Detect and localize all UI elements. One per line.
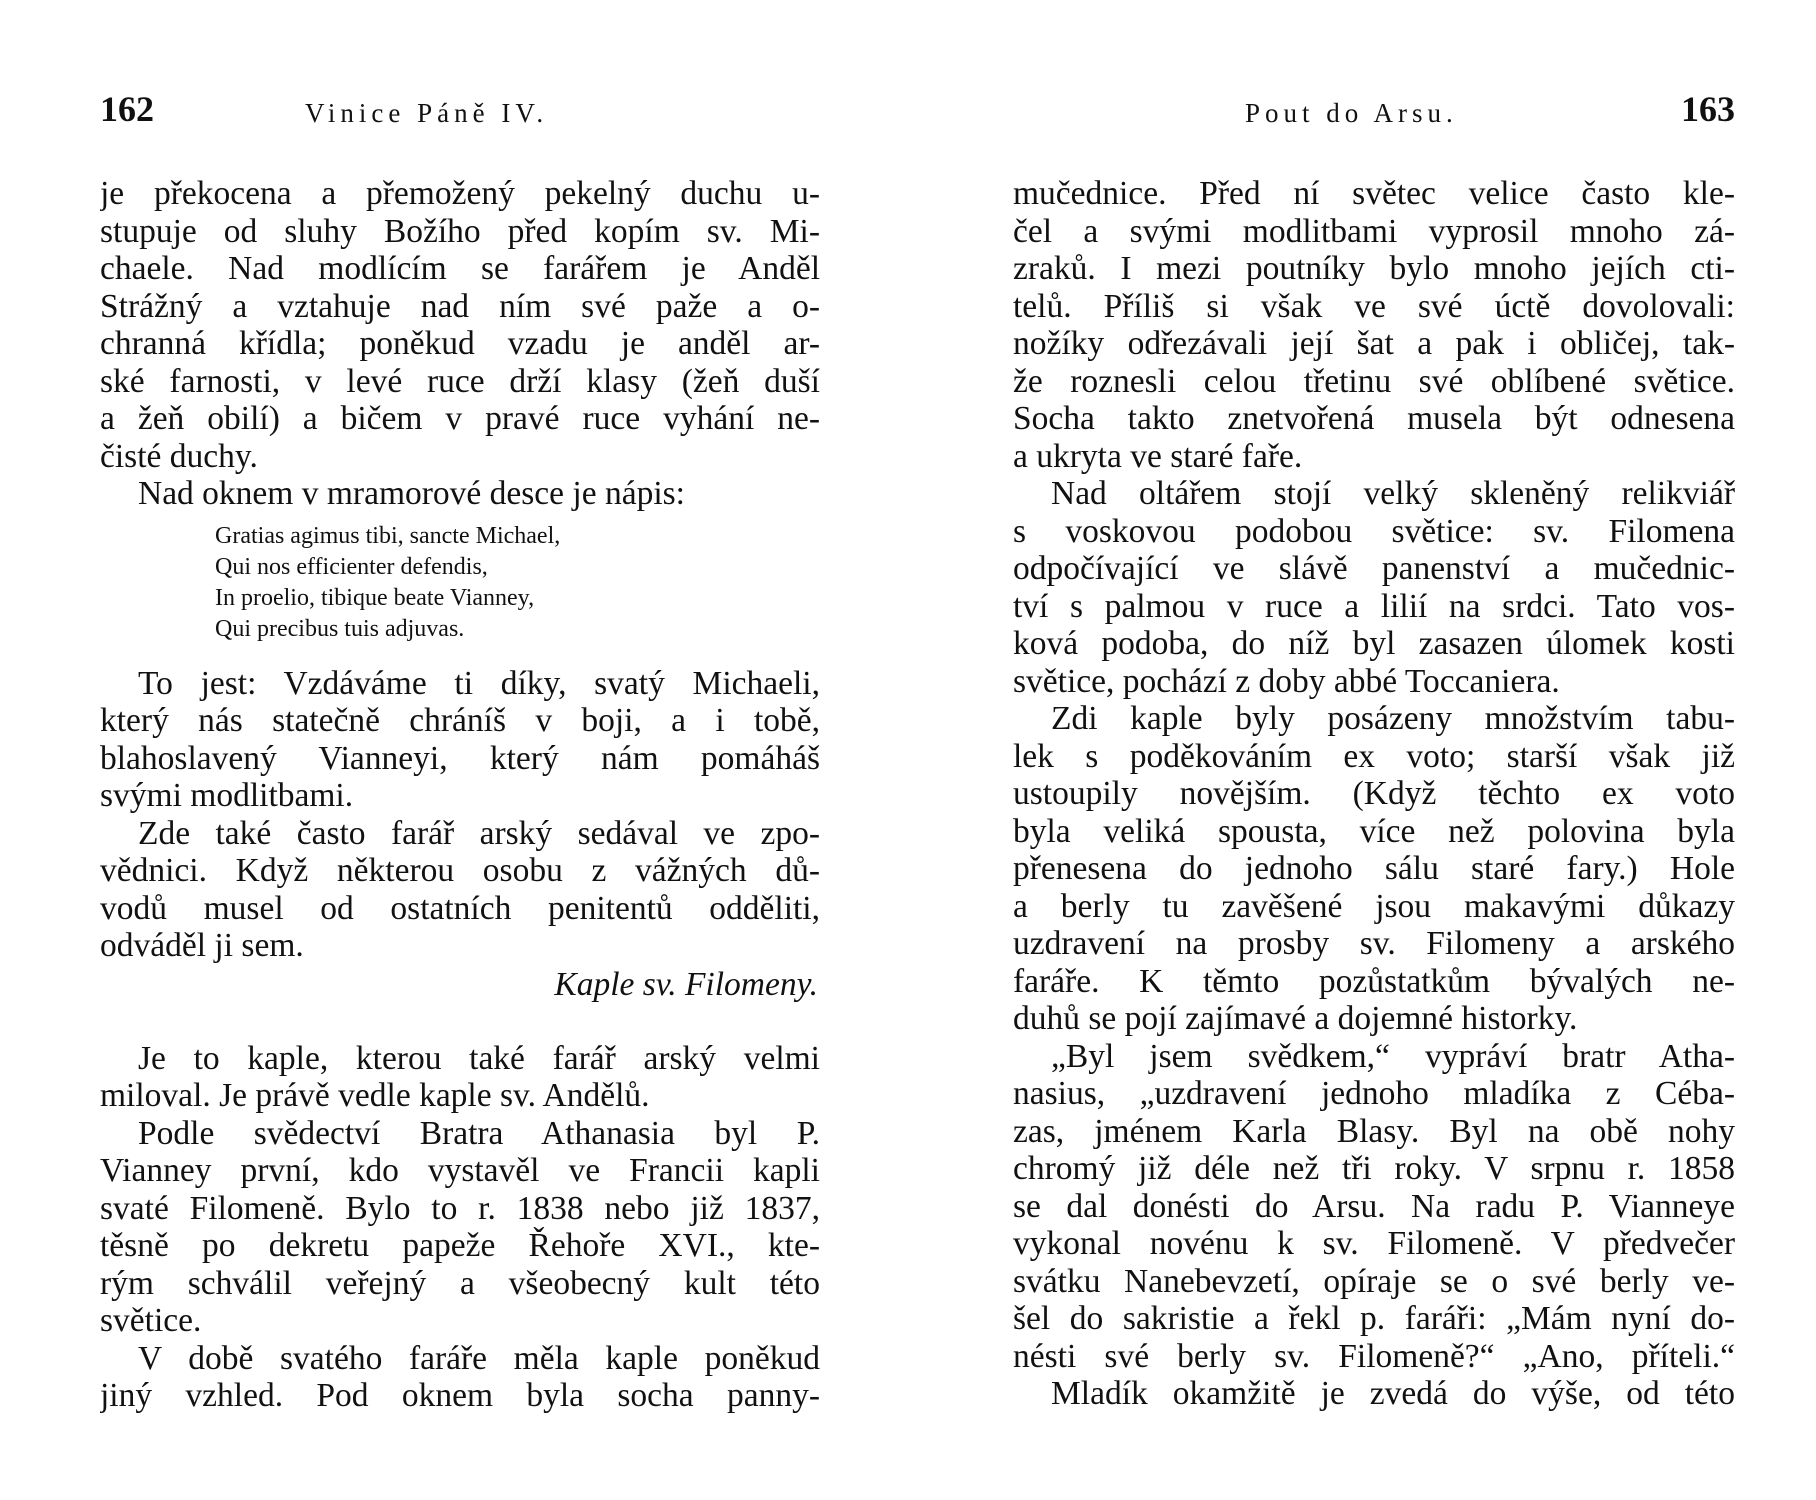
- text-line: a žeň obilí) a bičem v pravé ruce vyhání ne-: [100, 400, 820, 437]
- text-line: a ukryta ve staré faře.: [1013, 437, 1303, 475]
- text-line: je překocena a přemožený pekelný duchu u-: [100, 175, 820, 212]
- text-line: duhů se pojí zajímavé a dojemné historky.: [1013, 1000, 1578, 1037]
- text-line: ské farnosti, v levé ruce drží klasy (žeň duší: [100, 362, 820, 400]
- text-line: stupuje od sluhy Božího před kopím sv. Mi-: [100, 212, 820, 250]
- text-line: přenesena do jednoho sálu staré fary.) Hole: [1013, 850, 1735, 887]
- left-text-block-c: [100, 1040, 820, 1415]
- text-line: To jest: Vzdáváme ti díky, svatý Michaeli,: [138, 664, 820, 702]
- latin-inscription: [100, 513, 820, 665]
- text-line: s voskovou podobou světice: sv. Filomena: [1013, 512, 1735, 550]
- text-line: Strážný a vztahuje nad ním své paže a o-: [100, 287, 820, 325]
- verse-line: Gratias agimus tibi, sancte Michael,: [215, 522, 561, 549]
- text-line: svaté Filomeně. Bylo to r. 1838 nebo již 1837,: [100, 1189, 820, 1227]
- text-line: že roznesli celou třetinu své oblíbené světice.: [1013, 362, 1735, 400]
- left-page-header: [100, 89, 820, 142]
- text-line: šel do sakristie a řekl p. faráři: „Mám nyní do-: [1013, 1300, 1735, 1337]
- right-page-header: [1013, 89, 1735, 142]
- text-line: nožíky odřezávali její šat a pak i obličej, tak-: [1013, 325, 1735, 362]
- text-line: vykonal novénu k sv. Filomeně. V předvečer: [1013, 1225, 1735, 1262]
- text-line: Nad oltářem stojí velký skleněný relikviář: [1051, 475, 1735, 512]
- text-line: vědnici. Když některou osobu z vážných dů-: [100, 852, 820, 889]
- text-line: odváděl ji sem.: [100, 927, 304, 964]
- verse-line: Qui precibus tuis adjuvas.: [215, 615, 465, 642]
- text-line: tví s palmou v ruce a lilií na srdci. Tato vos-: [1013, 587, 1735, 625]
- left-page-body: [100, 175, 820, 1415]
- text-line: V době svatého faráře měla kaple poněkud: [138, 1339, 820, 1377]
- text-line: Zdi kaple byly posázeny množstvím tabu-: [1051, 700, 1735, 737]
- text-line: uzdravení na prosby sv. Filomeny a arského: [1013, 925, 1735, 962]
- text-line: svátku Nanebevzetí, opíraje se o své berly ve-: [1013, 1262, 1735, 1300]
- text-line: blahoslavený Vianneyi, který nám pomáháš: [100, 739, 820, 777]
- text-line: Nad oknem v mramorové desce je nápis:: [138, 475, 685, 512]
- verse-line: Qui nos efficienter defendis,: [215, 553, 488, 580]
- right-running-title: Pout do Arsu.: [1245, 98, 1458, 128]
- section-gap: [100, 1010, 820, 1040]
- text-line: se dal donésti do Arsu. Na radu P. Vianneye: [1013, 1187, 1735, 1225]
- verse-line: In proelio, tibique beate Vianney,: [215, 584, 535, 611]
- text-line: Socha takto znetvořená musela být odnesena: [1013, 400, 1735, 437]
- text-line: vodů musel od ostatních penitentů odděliti,: [100, 889, 820, 927]
- section-heading: Kaple sv. Filomeny.: [554, 965, 818, 1003]
- left-running-title: Vinice Páně IV.: [305, 98, 549, 128]
- right-page-body: [1013, 175, 1735, 1413]
- text-line: lek s poděkováním ex voto; starší však již: [1013, 737, 1735, 775]
- text-line: těsně po dekretu papeže Řehoře XVI., kte-: [100, 1227, 820, 1264]
- text-line: Je to kaple, kterou také farář arský velmi: [138, 1039, 820, 1077]
- text-line: miloval. Je právě vedle kaple sv. Andělů.: [100, 1077, 650, 1114]
- text-line: odpočívající ve slávě panenství a mučednic-: [1013, 550, 1735, 587]
- text-line: chromý již déle než tři roky. V srpnu r. 1858: [1013, 1150, 1735, 1187]
- text-line: světice, pochází z doby abbé Toccaniera.: [1013, 662, 1560, 700]
- text-line: ková podoba, do níž byl zasazen úlomek kosti: [1013, 625, 1735, 662]
- text-line: zraků. I mezi poutníky bylo mnoho jejích cti-: [1013, 250, 1735, 287]
- text-line: mučednice. Před ní světec velice často kle-: [1013, 175, 1735, 212]
- text-line: Vianney první, kdo vystavěl ve Francii kapli: [100, 1152, 820, 1189]
- text-line: nasius, „uzdravení jednoho mladíka z Céba-: [1013, 1075, 1735, 1112]
- text-line: Zde také často farář arský sedával ve zpo-: [138, 814, 820, 852]
- text-line: světice.: [100, 1302, 202, 1339]
- text-line: čisté duchy.: [100, 437, 258, 475]
- text-line: rým schválil veřejný a všeobecný kult této: [100, 1264, 820, 1302]
- text-line: chaele. Nad modlícím se farářem je Anděl: [100, 250, 820, 287]
- text-line: telů. Příliš si však ve své úctě dovolovali:: [1013, 287, 1735, 325]
- text-line: ustoupily novějším. (Když těchto ex voto: [1013, 775, 1735, 812]
- text-line: byla veliká spousta, více než polovina byla: [1013, 812, 1735, 850]
- right-page-number: 163: [1681, 89, 1735, 129]
- left-text-block-a: [100, 175, 820, 513]
- text-line: zas, jménem Karla Blasy. Byl na obě nohy: [1013, 1112, 1735, 1150]
- text-line: Podle svědectví Bratra Athanasia byl P.: [138, 1114, 820, 1152]
- text-line: a berly tu zavěšené jsou makavými důkazy: [1013, 887, 1735, 925]
- left-text-block-b: [100, 665, 820, 965]
- text-line: chranná křídla; poněkud vzadu je anděl ar-: [100, 325, 820, 362]
- left-page-number: 162: [100, 89, 154, 129]
- text-line: jiný vzhled. Pod oknem byla socha panny-: [100, 1377, 820, 1414]
- text-line: „Byl jsem svědkem,“ vypráví bratr Atha-: [1051, 1037, 1735, 1075]
- text-line: který nás statečně chráníš v boji, a i tobě,: [100, 702, 820, 739]
- right-page: [1013, 0, 1735, 1500]
- text-line: faráře. K těmto pozůstatkům bývalých ne-: [1013, 962, 1735, 1000]
- text-line: svými modlitbami.: [100, 777, 354, 814]
- text-line: nésti své berly sv. Filomeně?“ „Ano, příteli.“: [1013, 1337, 1735, 1375]
- text-line: čel a svými modlitbami vyprosil mnoho zá-: [1013, 212, 1735, 250]
- left-page: [100, 0, 820, 1500]
- text-line: Mladík okamžitě je zvedá do výše, od této: [1051, 1375, 1735, 1412]
